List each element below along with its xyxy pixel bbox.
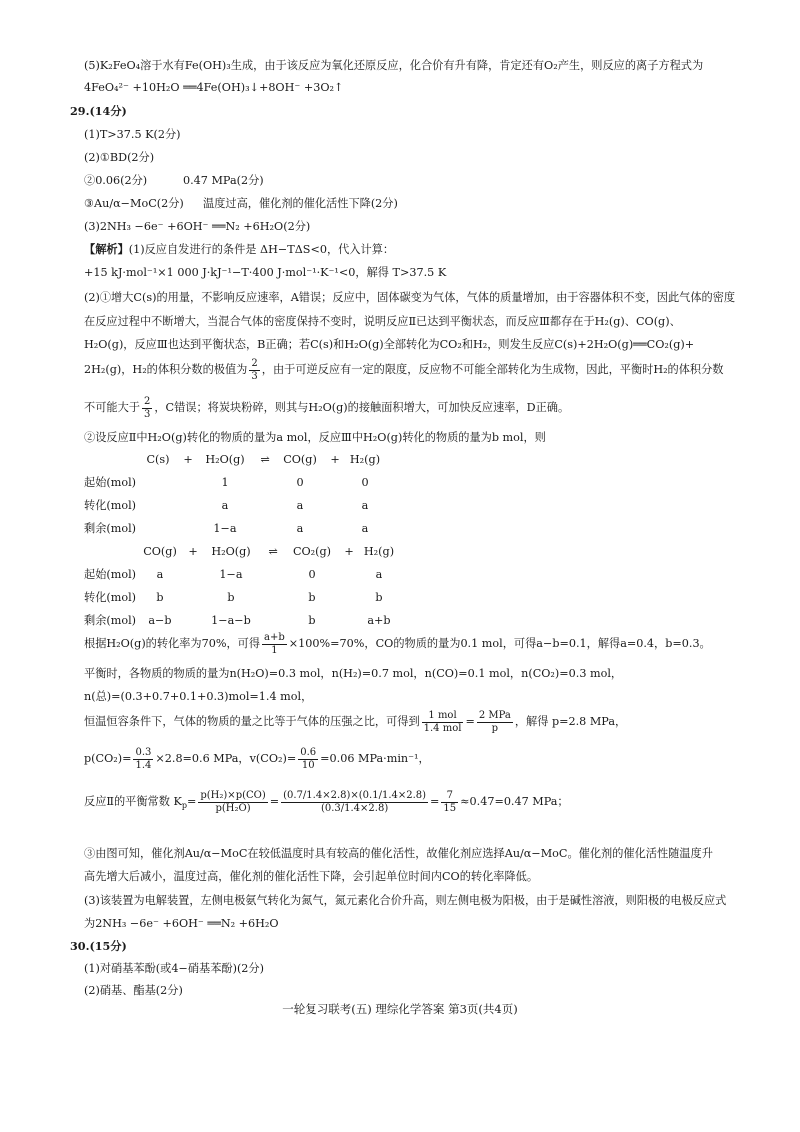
table-cell: a xyxy=(375,568,383,581)
q29-explanation-1: 【解析】(1)反应自发进行的条件是 ΔH−TΔS<0，代入计算： xyxy=(84,242,395,256)
table-cell: a xyxy=(296,522,304,535)
q29-explanation-18: 为2NH₃ −6e⁻ +6OH⁻ ══N₂ +6H₂O xyxy=(84,917,279,930)
q29-explanation-3: (2)①增大C(s)的用量，不影响反应速率，A错误；反应中，固体碳变为气体，气体的质量增加，由于容器体积不变，因此气体的密度 xyxy=(84,291,736,304)
table-cell: 1−a xyxy=(219,568,243,581)
q29-explanation-12: 恒温恒容条件下，气体的物质的量之比等于气体的压强之比，可得到 $\frac{\text{1 mol}}{\text{1.4 mol}}$ = $\frac{\text{2 MPa}}{p}$ ，解得 p=2.8 MPa， xyxy=(84,710,627,734)
q29-explanation-17: (3)该装置为电解装置，左侧电极氨气转化为氮气，氮元素化合价升高，则左侧电极为阳极，由于是碱性溶液，则阳极的电极反应式 xyxy=(84,894,727,907)
q29-answer-1: (1)T>37.5 K(2分) xyxy=(84,128,181,141)
q29-explanation-9: 根据H₂O(g)的转化率为70%，可得 $\frac{a+b}{1}$ ×100%=70%，CO的物质的量为0.1 mol，可得a−b=0.1，解得a=0.4，b=0.3。 xyxy=(84,632,711,656)
q29-explanation-14: 反应Ⅱ的平衡常数 $K_p=$ $\frac{\text{p(H₂)×p(CO)}}{\text{p(H₂O)}}$ = $\frac{(0.7/1.4\times 2.8)\times(0.1/1.4\times 2.8)}{(0.3/1.4\times 2.8)}$ = $\frac{7}{15}$ ≈0.47=0.47 MPa； xyxy=(84,790,569,814)
q29-answer-2-2b: 0.47 MPa(2分) xyxy=(183,174,264,187)
row-label: 转化(mol) xyxy=(84,591,137,604)
q29-explanation-5: H₂O(g)，反应Ⅲ也达到平衡状态，B正确；若C(s)和H₂O(g)全部转化为CO₂和H₂，则发生反应C(s)+2H₂O(g)══CO₂(g)+ xyxy=(84,338,695,351)
equation-term: CO₂(g) xyxy=(292,545,332,558)
fraction-two-thirds: $\frac{2}{3}$ xyxy=(143,396,151,420)
q29-explanation-10: 平衡时，各物质的物质的量为n(H₂O)=0.3 mol，n(H₂)=0.7 mol，n(CO)=0.1 mol，n(CO₂)=0.3 mol， xyxy=(84,667,623,680)
equation-term: + xyxy=(188,545,198,558)
q29-explanation-6: 2H₂(g)，H₂的体积分数的极值为 $\frac{2}{3}$ ，由于可逆反应有一定的限度，反应物不可能全部转化为生成物，因此，平衡时H₂的体积分数 xyxy=(84,358,724,382)
row-label: 剩余(mol) xyxy=(84,522,137,535)
q28-p5-line1: (5)K₂FeO₄溶于水有Fe(OH)₃生成，由于该反应为氧化还原反应，化合价有升有降，肯定还有O₂产生，则反应的离子方程式为 xyxy=(84,59,704,72)
table-cell: a+b xyxy=(367,614,391,627)
equation-term: H₂(g) xyxy=(363,545,395,558)
table-cell: a xyxy=(296,499,304,512)
row-label: 起始(mol) xyxy=(84,476,137,489)
q29-header: 29.(14分) xyxy=(70,104,127,118)
kp-substitution-fraction: $\frac{(0.7/1.4\times 2.8)\times(0.1/1.4\times 2.8)}{(0.3/1.4\times 2.8)}$ xyxy=(283,790,427,814)
table-cell: b xyxy=(156,591,164,604)
q28-p5-equation: 4FeO₄²⁻ +10H₂O ══4Fe(OH)₃↓+8OH⁻ +3O₂↑ xyxy=(84,81,344,94)
table-cell: b xyxy=(308,614,316,627)
q29-explanation-15: ③由图可知，催化剂Au/α−MoC在较低温度时具有较高的催化活性，故催化剂应选择Au/α−MoC。催化剂的催化活性随温度升 xyxy=(84,847,713,860)
kp-definition-fraction: $\frac{\text{p(H₂)×p(CO)}}{\text{p(H₂O)}}$ xyxy=(200,790,266,814)
q30-header: 30.(15分) xyxy=(70,939,127,953)
equation-term: + xyxy=(330,453,340,466)
table-cell: a xyxy=(156,568,164,581)
table-cell: a xyxy=(221,499,229,512)
table-cell: b xyxy=(227,591,235,604)
equation-term: H₂O(g) xyxy=(211,545,251,558)
kp-result-fraction: $\frac{7}{15}$ xyxy=(443,790,457,814)
equation-term: CO(g) xyxy=(143,545,177,558)
table-cell: a xyxy=(361,522,369,535)
q30-answer-2: (2)硝基、酯基(2分) xyxy=(84,984,183,997)
q29-answer-2-3b: 温度过高，催化剂的催化活性下降(2分) xyxy=(203,197,398,210)
q29-answer-2-3a: ③Au/α−MoC(2分) xyxy=(84,197,184,210)
equation-term: + xyxy=(344,545,354,558)
pressure-ratio-fraction: $\frac{\text{2 MPa}}{p}$ xyxy=(478,710,511,734)
table-cell: b xyxy=(308,591,316,604)
equation-term: CO(g) xyxy=(283,453,317,466)
partial-pressure-fraction: $\frac{0.3}{1.4}$ xyxy=(135,747,152,771)
equation-term: H₂O(g) xyxy=(205,453,245,466)
equation-term: C(s) xyxy=(146,453,170,466)
conversion-fraction: $\frac{a+b}{1}$ xyxy=(264,632,285,656)
equation-term: ⇌ xyxy=(268,545,278,558)
table-cell: 0 xyxy=(296,476,304,489)
table-cell: b xyxy=(375,591,383,604)
table-cell: 1 xyxy=(221,476,229,489)
q29-explanation-7: 不可能大于 $\frac{2}{3}$ ，C错误；将炭块粉碎，则其与H₂O(g)的接触面积增大，可加快反应速率，D正确。 xyxy=(84,396,570,420)
table-cell: 0 xyxy=(361,476,369,489)
table-cell: a xyxy=(361,499,369,512)
table-cell: 0 xyxy=(308,568,316,581)
table-cell: a−b xyxy=(148,614,172,627)
explanation-tag: 【解析】 xyxy=(84,242,129,256)
q29-answer-2-1: (2)①BD(2分) xyxy=(84,151,155,164)
q29-answer-2-2a: ②0.06(2分) xyxy=(84,174,148,187)
q29-explanation-2: +15 kJ·mol⁻¹×1 000 J·kJ⁻¹−T·400 J·mol⁻¹·K⁻¹<0，解得 T>37.5 K xyxy=(84,266,447,279)
q30-answer-1: (1)对硝基苯酚(或4−硝基苯酚)(2分) xyxy=(84,962,264,975)
equation-term: ⇌ xyxy=(260,453,270,466)
q29-explanation-4: 在反应过程中不断增大，当混合气体的密度保持不变时，说明反应Ⅱ已达到平衡状态，而反应Ⅲ都存在于H₂(g)、CO(g)、 xyxy=(84,315,681,328)
q29-explanation-11: n(总)=(0.3+0.7+0.1+0.3)mol=1.4 mol， xyxy=(84,690,313,703)
q29-explanation-16: 高先增大后减小，温度过高，催化剂的催化活性下降，会引起单位时间内CO的转化率降低。 xyxy=(84,870,539,883)
page-footer: 一轮复习联考(五) 理综化学答案 第3页(共4页) xyxy=(282,1002,518,1016)
table-cell: 1−a xyxy=(213,522,237,535)
rate-fraction: $\frac{0.6}{10}$ xyxy=(300,747,317,771)
fraction-two-thirds: $\frac{2}{3}$ xyxy=(251,358,258,382)
row-label: 剩余(mol) xyxy=(84,614,137,627)
equation-term: + xyxy=(183,453,193,466)
mole-ratio-fraction: $\frac{\text{1 mol}}{\text{1.4 mol}}$ xyxy=(423,710,462,734)
equation-term: H₂(g) xyxy=(349,453,381,466)
row-label: 起始(mol) xyxy=(84,568,137,581)
q29-explanation-8: ②设反应Ⅱ中H₂O(g)转化的物质的量为a mol，反应Ⅲ中H₂O(g)转化的物质的量为b mol，则 xyxy=(84,431,546,444)
row-label: 转化(mol) xyxy=(84,499,137,512)
table-cell: 1−a−b xyxy=(211,614,251,627)
q29-answer-3: (3)2NH₃ −6e⁻ +6OH⁻ ══N₂ +6H₂O(2分) xyxy=(84,220,311,233)
q29-explanation-13: p(CO₂)= $\frac{0.3}{1.4}$ ×2.8=0.6 MPa，v(CO₂)= $\frac{0.6}{10}$ =0.06 MPa·min⁻¹， xyxy=(84,747,430,771)
